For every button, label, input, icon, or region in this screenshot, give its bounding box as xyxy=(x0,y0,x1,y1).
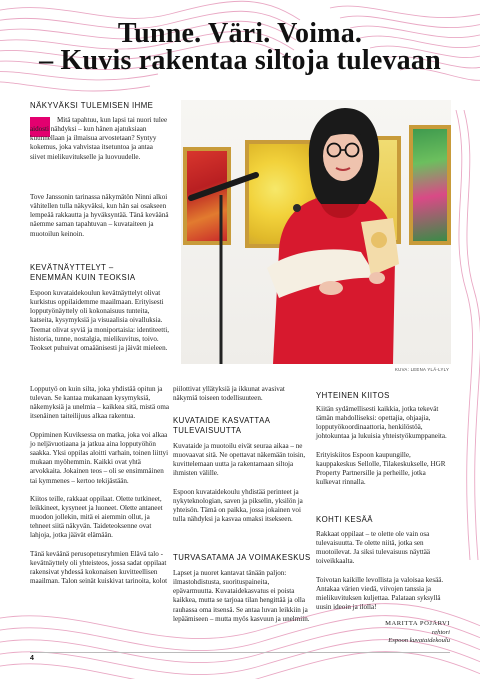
speaker-at-microphone-image xyxy=(181,100,451,364)
paragraph: Espoon kuvataidekoulun kevätnäyttelyt olivat kurkistus oppilaidemme maailmaan. Erityisesti lopputyönäyttely oli kokonaisuus tunteita, katseita, kysymyksiä ja visuaalisia oivalluksia. Teemat olivat syviä ja moniportaisia: identiteetti, historia, tunne, nostalgia, mielikuvitus, toivo. Teokset puhuivat omaäänisesti ja jäivät mieleen. xyxy=(30,289,169,352)
paragraph: Oppiminen Kuviksessa on matka, joka voi alkaa jo neljävuotiaana ja jatkua aina lopputyöhön saakka. Yksi oppilas aloitti varhain, toinen liittyi mukaan myöhemmin. Kaikki ovat yhtä arvokkaita. Jokainen teos – oli se ensimmäinen tai kymmenes – kertoo tekijästään. xyxy=(30,430,169,485)
text-turvasatama xyxy=(173,569,311,624)
heading-kohti-kesaa: KOHTI KESÄÄ xyxy=(316,515,373,524)
paragraph: Tove Janssonin tarinassa näkymätön Ninni alkoi vähitellen tulla näkyväksi, kun hän sai osakseen lempeää rakkautta ja hyväksyntää. Tänä keväänä näemme saman tapahtuvan – kuvataiteen ja muotoilun keinoin. xyxy=(30,193,169,238)
text-nakyvaksi-p1 xyxy=(30,116,170,162)
signature xyxy=(370,620,450,646)
signature-organization: Espoon kuvataidekoulu xyxy=(388,637,450,644)
page-title xyxy=(30,20,450,74)
text-kuvataide-kasvattaa xyxy=(173,442,311,524)
paragraph: Lopputyö on kuin silta, joka yhdistää opitun ja tulevan. Se kantaa mukanaan kysymyksiä, näkemyksiä ja unelmia – kaikkea sitä, mistä oma itsenäinen taiteilijuus alkaa rakentua. xyxy=(30,385,170,421)
footer-divider xyxy=(30,652,450,653)
signature-role: rehtori xyxy=(431,628,450,636)
paragraph: piilottivat yllätyksiä ja ikkunat avasivat näkymiä toiseen todellisuuteen. xyxy=(173,385,285,403)
paragraph: Mitä tapahtuu, kun lapsi tai nuori tulee aidosti nähdyksi – kun hänen ajatuksiaan kuunnellaan ja ilmaisua arvostetaan? Syntyy kokemus, joka vahvistaa itsetuntoa ja antaa siivet mielikuvitukselle ja luovuudelle. xyxy=(30,116,168,161)
heading-line: TULEVAISUUTTA xyxy=(173,426,242,435)
page-number: 4 xyxy=(30,655,34,662)
heading-line: ENEMMÄN KUIN TEOKSIA xyxy=(30,273,136,282)
paragraph: Kuvataide ja muotoilu eivät seuraa aikaa – ne muovaavat sitä. Ne opettavat näkemään toisin, kuvittelemaan uutta ja rakentamaan siltoja ihmisten välille. xyxy=(173,442,306,478)
text-column-1-bottom xyxy=(30,385,170,586)
photo-speaker xyxy=(181,100,451,364)
title-line-2: – Kuvis rakentaa siltoja tulevaan xyxy=(39,45,441,76)
text-column-2-top xyxy=(173,385,311,403)
photo-caption: KUVA: LEENA YLÄ-LYLY xyxy=(395,367,450,372)
paragraph: Tänä keväänä perusopetusryhmien Elävä talo -kevätnäyttely oli yhteisteos, jossa sadat oppilaat rakensivat yhdessä kokonaisen kuvitteellisen maailman. Talon seinät kuiskivat tarinoita, kolot xyxy=(30,549,168,586)
signature-name: MARITTA POJÄRVI xyxy=(385,620,450,627)
paragraph: Rakkaat oppilaat – te olette ole vain osa tulevaisuutta. Te olette niitä, jotka sen muotoilevat. Ja siksi tulevaisuus näyttää toiveikkaalta. xyxy=(316,530,431,566)
text-nakyvaksi-p2 xyxy=(30,193,170,239)
paragraph: Kiitos teille, rakkaat oppilaat. Olette tutkineet, leikkineet, kysyneet ja luoneet. Olette antaneet muodon jollekin, mitä ei aiemmin ollut, ja tehneet siitä näkyvän. Taideteoksenne ovat lahjoja, jotka jäävät elämään. xyxy=(30,494,163,540)
text-kohti-kesaa xyxy=(316,530,451,612)
paragraph: Toivotan kaikille levollista ja valoisaa kesää. Antakaa värien viedä, viivojen tanssia ja mielikuvituksen kuljettaa. Palataan syksyllä uusin ideoin ja ilolla! xyxy=(316,575,444,612)
heading-kevatnayttelyt xyxy=(30,263,135,283)
heading-kuvataide-kasvattaa xyxy=(173,416,270,436)
text-yhteinen-kiitos xyxy=(316,405,451,487)
heading-line: KEVÄTNÄYTTELYT – xyxy=(30,263,114,272)
heading-yhteinen-kiitos: YHTEINEN KIITOS xyxy=(316,391,390,400)
text-kevatnayttelyt xyxy=(30,289,172,353)
paragraph: Espoon kuvataidekoulu yhdistää perinteet ja nykyteknologian, saven ja pikselin, yksilön ja yhteisön. Tämä on paikka, jossa jokainen voi tulla nähdyksi ja kasvaa omaksi itsekseen. xyxy=(173,487,303,524)
title-line-1: Tunne. Väri. Voima. xyxy=(117,18,363,49)
heading-line: KUVATAIDE KASVATTAA xyxy=(173,416,271,425)
paragraph: Erityiskiitos Espoon kaupungille, kauppakeskus Sellolle, Tilakeskukselle, HGR Property Partnersille ja perheille, jotka kulkevat rinnalla. xyxy=(316,450,446,487)
heading-turvasatama: TURVASATAMA JA VOIMAKESKUS xyxy=(173,553,311,562)
paragraph: Lapset ja nuoret kantavat tänään paljon: ilmastohdistusta, suorituspaineita, epävarmuutta. Kuvataidekasvatus ei poista kaikkea, mutta se tarjoaa tilan hengittää ja olla rauhassa oma itsensä. Se antaa luvan leikkiin ja lepäämiseen – mutta myös kasvuun ja unelmiin. xyxy=(173,569,310,623)
heading-nakyvaksi: NÄKYVÄKSI TULEMISEN IHME xyxy=(30,101,154,110)
decorative-contour-lines-right xyxy=(452,110,480,560)
paragraph: Kiitän sydämellisesti kaikkia, jotka tekevät tämän mahdolliseksi: opettajia, ohjaajia, lopputyökoordinaattoria, henkilöstöä, johtokuntaa ja lukuisia yhteistyökumppaneita. xyxy=(316,405,447,441)
